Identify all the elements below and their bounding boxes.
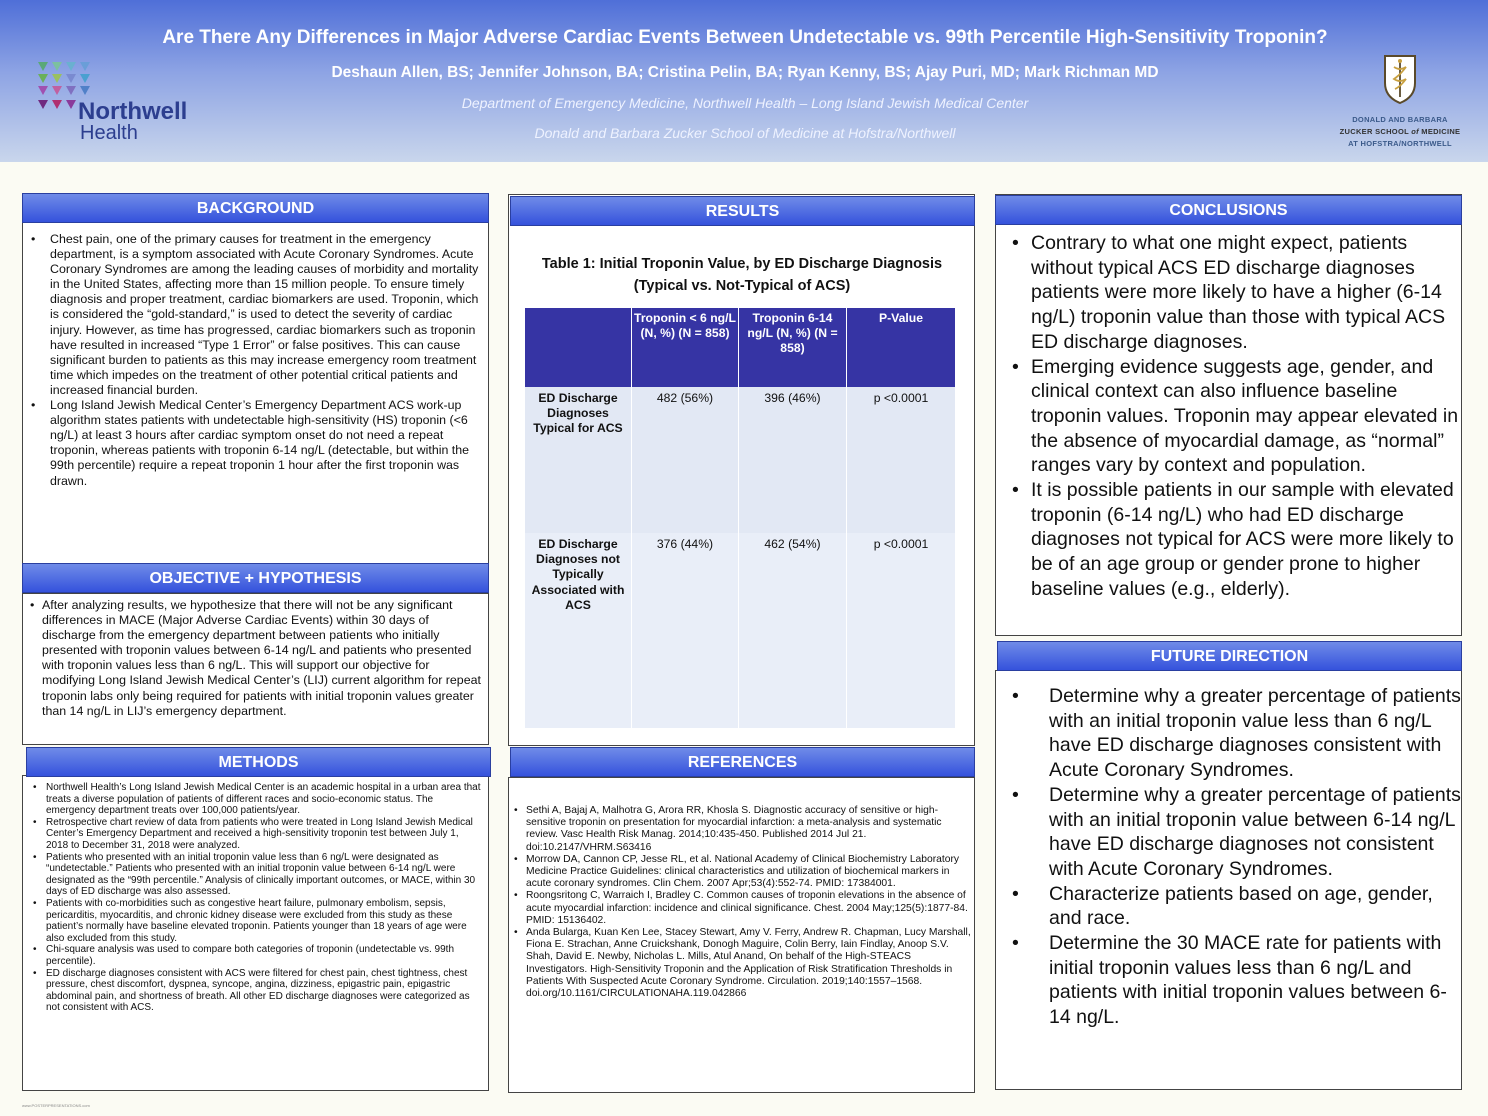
objective-heading: OBJECTIVE + HYPOTHESIS <box>22 563 489 593</box>
list-item: • Sethi A, Bajaj A, Malhotra G, Arora RR, Khosla S. Diagnostic accuracy of sensitive or high-sensitive troponin on presentation for myocardial infarction: a meta-analysis and systematic review. Vasc Health Risk Manag. 2014;10:435-450. Published 2014 Jul 21. doi:10.2147/VHRM.S63416 <box>512 805 972 854</box>
methods-heading: METHODS <box>26 747 491 777</box>
list-item: • Retrospective chart review of data from patients who were treated in Long Island Jewish Medical Center’s Emergency Department and received a high-sensitivity troponin test between July 1, 2018 to December 31, 2018 were analyzed. <box>28 817 483 852</box>
results-table <box>525 308 955 728</box>
table-cell: 482 (56%) <box>632 387 739 533</box>
table-title <box>512 253 972 297</box>
poster-title: Are There Any Differences in Major Adverse Cardiac Events Between Undetectable vs. 99th Percentile High-Sensitivity Troponin? <box>162 27 1328 48</box>
table-cell: 462 (54%) <box>739 533 847 728</box>
future-heading: FUTURE DIRECTION <box>997 641 1462 671</box>
zucker-line-2c: MEDICINE <box>1418 127 1461 136</box>
list-item: • Long Island Jewish Medical Center’s Emergency Department ACS work-up algorithm states patients with undetectable high-sensitivity (HS) troponin (<6 ng/L) at least 3 hours after cardiac symptom onset do not need a repeat troponin, whereas patients with troponin 6-14 ng/L (detectable, but within the 99th percentile) require a repeat troponin 1 hour after the first troponin was drawn. <box>28 398 483 489</box>
table-header-cell <box>525 308 632 387</box>
table-cell: p <0.0001 <box>847 387 955 533</box>
list-item: • After analyzing results, we hypothesize that there will not be any significant differences in MACE (Major Adverse Cardiac Events) within 30 days of discharge from the emergency department between patients who initially presented with troponin values between 6-14 ng/L and patients who presented with troponin values less than 6 ng/L. This will support our objective for modifying Long Island Jewish Medical Center’s (LIJ) current algorithm for repeat troponin labs only being required for patients with initial troponin values greater than 14 ng/L in LIJ’s emergency department. <box>28 598 483 719</box>
results-heading: RESULTS <box>510 196 975 226</box>
list-item: • Chest pain, one of the primary causes for treatment in the emergency department, is a symptom associated with Acute Coronary Syndromes. Acute Coronary Syndromes are among the leading causes of morbidity and mortality in the United States, affecting more than 15 million people. To ensure timely diagnosis and proper treatment, cardiac biomarkers are used. Troponin, which is considered the “gold-standard,” is used to detect the severity of cardiac injury. However, as time has progressed, cardiac biomarkers such as troponin have resulted in increased “Type 1 Error” or false positives. This can cause significant burden to patients as this may increase emergency room treatment time which impedes on the treatment of other potential critical patients and increased financial burden. <box>28 232 483 398</box>
list-item: • Chi-square analysis was used to compare both categories of troponin (undetectable vs. 99th percentile). <box>28 944 483 967</box>
methods-list <box>28 782 483 1014</box>
background-heading: BACKGROUND <box>22 193 489 223</box>
table-header-cell: Troponin 6-14 ng/L (N, %) (N = 858) <box>739 308 847 387</box>
table-row <box>525 387 955 533</box>
list-item: • Anda Bularga, Kuan Ken Lee, Stacey Stewart, Amy V. Ferry, Andrew R. Chapman, Lucy Marshall, Fiona E. Strachan, Anne Cruickshank, Donogh Maguire, Colin Berry, Iain Findlay, Anoop S.V. Shah, David E. Newby, Nicholas L. Mills, Atul Anand, On behalf of the High-STEACS Investigators. High-Sensitivity Troponin and the Application of Risk Stratification Thresholds in Patients With Suspected Acute Coronary Syndrome. Circulation. 2019;140:1557–1568. doi.org/10.1161/CIRCULATIONAHA.119.042866 <box>512 927 972 1000</box>
zucker-wordmark <box>1330 114 1470 150</box>
table-cell: 376 (44%) <box>632 533 739 728</box>
header-banner <box>0 0 1488 162</box>
table-cell: p <0.0001 <box>847 533 955 728</box>
table-cell: ED Discharge Diagnoses Typical for ACS <box>525 387 632 533</box>
zucker-line-3: AT HOFSTRA/NORTHWELL <box>1348 139 1452 148</box>
background-list <box>28 232 483 489</box>
references-list <box>512 805 972 1000</box>
footer-credit: www.POSTERPRESENTATIONS.com <box>22 1103 90 1108</box>
zucker-line-2 <box>1330 126 1470 138</box>
table-row <box>525 533 955 728</box>
list-item: • Patients with co-morbidities such as congestive heart failure, pulmonary embolism, sepsis, pericarditis, myocarditis, and chronic kidney disease were excluded from this study as these patient’s normally have baseline elevated troponin. Patients younger than 18 years of age were also excluded from this study. <box>28 898 483 944</box>
table-header-cell: Troponin < 6 ng/L (N, %) (N = 858) <box>632 308 739 387</box>
list-item: • Determine the 30 MACE rate for patients with initial troponin values less than 6 ng/L and patients with initial troponin values between 6-14 ng/L. <box>1006 931 1461 1030</box>
conclusions-list <box>1006 231 1461 602</box>
future-list <box>1006 684 1461 1030</box>
northwell-wordmark: Northwell <box>78 98 188 125</box>
list-item: • Northwell Health’s Long Island Jewish Medical Center is an academic hospital in a urban area that treats a diverse population of patients of different races and socio-economic status. The emergency department treats over 100,000 patients/year. <box>28 782 483 817</box>
table-title-line-1: Table 1: Initial Troponin Value, by ED Discharge Diagnosis <box>541 256 943 272</box>
caduceus-shield-icon <box>1382 53 1418 105</box>
northwell-sub: Health <box>80 122 138 144</box>
poster-authors: Deshaun Allen, BS; Jennifer Johnson, BA; Cristina Pelin, BA; Ryan Kenny, BS; Ajay Puri, MD; Mark Richman MD <box>331 64 1159 81</box>
list-item: • Emerging evidence suggests age, gender, and clinical context can also influence baseline troponin values. Troponin may appear elevated in the absence of myocardial damage, as “normal” ranges vary by context and population. <box>1006 355 1461 479</box>
zucker-line-2a: ZUCKER SCHOOL <box>1339 127 1412 136</box>
list-item: • Determine why a greater percentage of patients with an initial troponin value less than 6 ng/L have ED discharge diagnoses consistent with Acute Coronary Syndromes. <box>1006 684 1461 783</box>
list-item: • ED discharge diagnoses consistent with ACS were filtered for chest pain, chest tightness, chest pressure, chest discomfort, dyspnea, syncope, angina, dizziness, epigastric pain, epigastric abdominal pain, and shortness of breath. All other ED discharge diagnoses were categorized as not consistent with ACS. <box>28 968 483 1014</box>
references-heading: REFERENCES <box>510 747 975 777</box>
table-header-row <box>525 308 955 387</box>
table-header-cell: P-Value <box>847 308 955 387</box>
list-item: • Determine why a greater percentage of patients with an initial troponin value between 6-14 ng/L have ED discharge diagnoses not consistent with Acute Coronary Syndromes. <box>1006 783 1461 882</box>
affiliation-school: Donald and Barbara Zucker School of Medicine at Hofstra/Northwell <box>534 125 956 141</box>
affiliation-department: Department of Emergency Medicine, Northwell Health – Long Island Jewish Medical Center <box>461 95 1029 111</box>
list-item: • Patients who presented with an initial troponin value less than 6 ng/L were designated as “undetectable.” Patients who presented with an initial troponin value between 6-14 ng/L were designated as the “99th percentile.” Analysis of clinically important outcomes, or MACE, within 30 days of ED discharge was also assessed. <box>28 852 483 898</box>
conclusions-heading: CONCLUSIONS <box>995 195 1462 225</box>
zucker-line-2b: of <box>1411 127 1419 136</box>
zucker-line-1: DONALD AND BARBARA <box>1352 115 1448 124</box>
objective-list <box>28 598 483 719</box>
list-item: • Characterize patients based on age, gender, and race. <box>1006 882 1461 931</box>
table-cell: ED Discharge Diagnoses not Typically Associated with ACS <box>525 533 632 728</box>
list-item: • Contrary to what one might expect, patients without typical ACS ED discharge diagnoses patients were more likely to have a higher (6-14 ng/L) troponin value than those with typical ACS ED discharge diagnoses. <box>1006 231 1461 355</box>
list-item: • Morrow DA, Cannon CP, Jesse RL, et al. National Academy of Clinical Biochemistry Laboratory Medicine Practice Guidelines: clinical characteristics and utilization of biochemical markers in acute coronary syndromes. Clin Chem. 2007 Apr;53(4):552-74. PMID: 17384001. <box>512 854 972 891</box>
table-cell: 396 (46%) <box>739 387 847 533</box>
list-item: • Roongsritong C, Warraich I, Bradley C. Common causes of troponin elevations in the absence of acute myocardial infarction: incidence and clinical significance. Chest. 2004 May;125(5):1877-84. PMID: 15136402. <box>512 890 972 927</box>
list-item: • It is possible patients in our sample with elevated troponin (6-14 ng/L) who had ED discharge diagnoses not typical for ACS were more likely to be of an age group or gender prone to higher baseline values (e.g., elderly). <box>1006 478 1461 602</box>
table-title-line-2: (Typical vs. Not-Typical of ACS) <box>633 278 851 294</box>
zucker-logo <box>1330 50 1470 155</box>
